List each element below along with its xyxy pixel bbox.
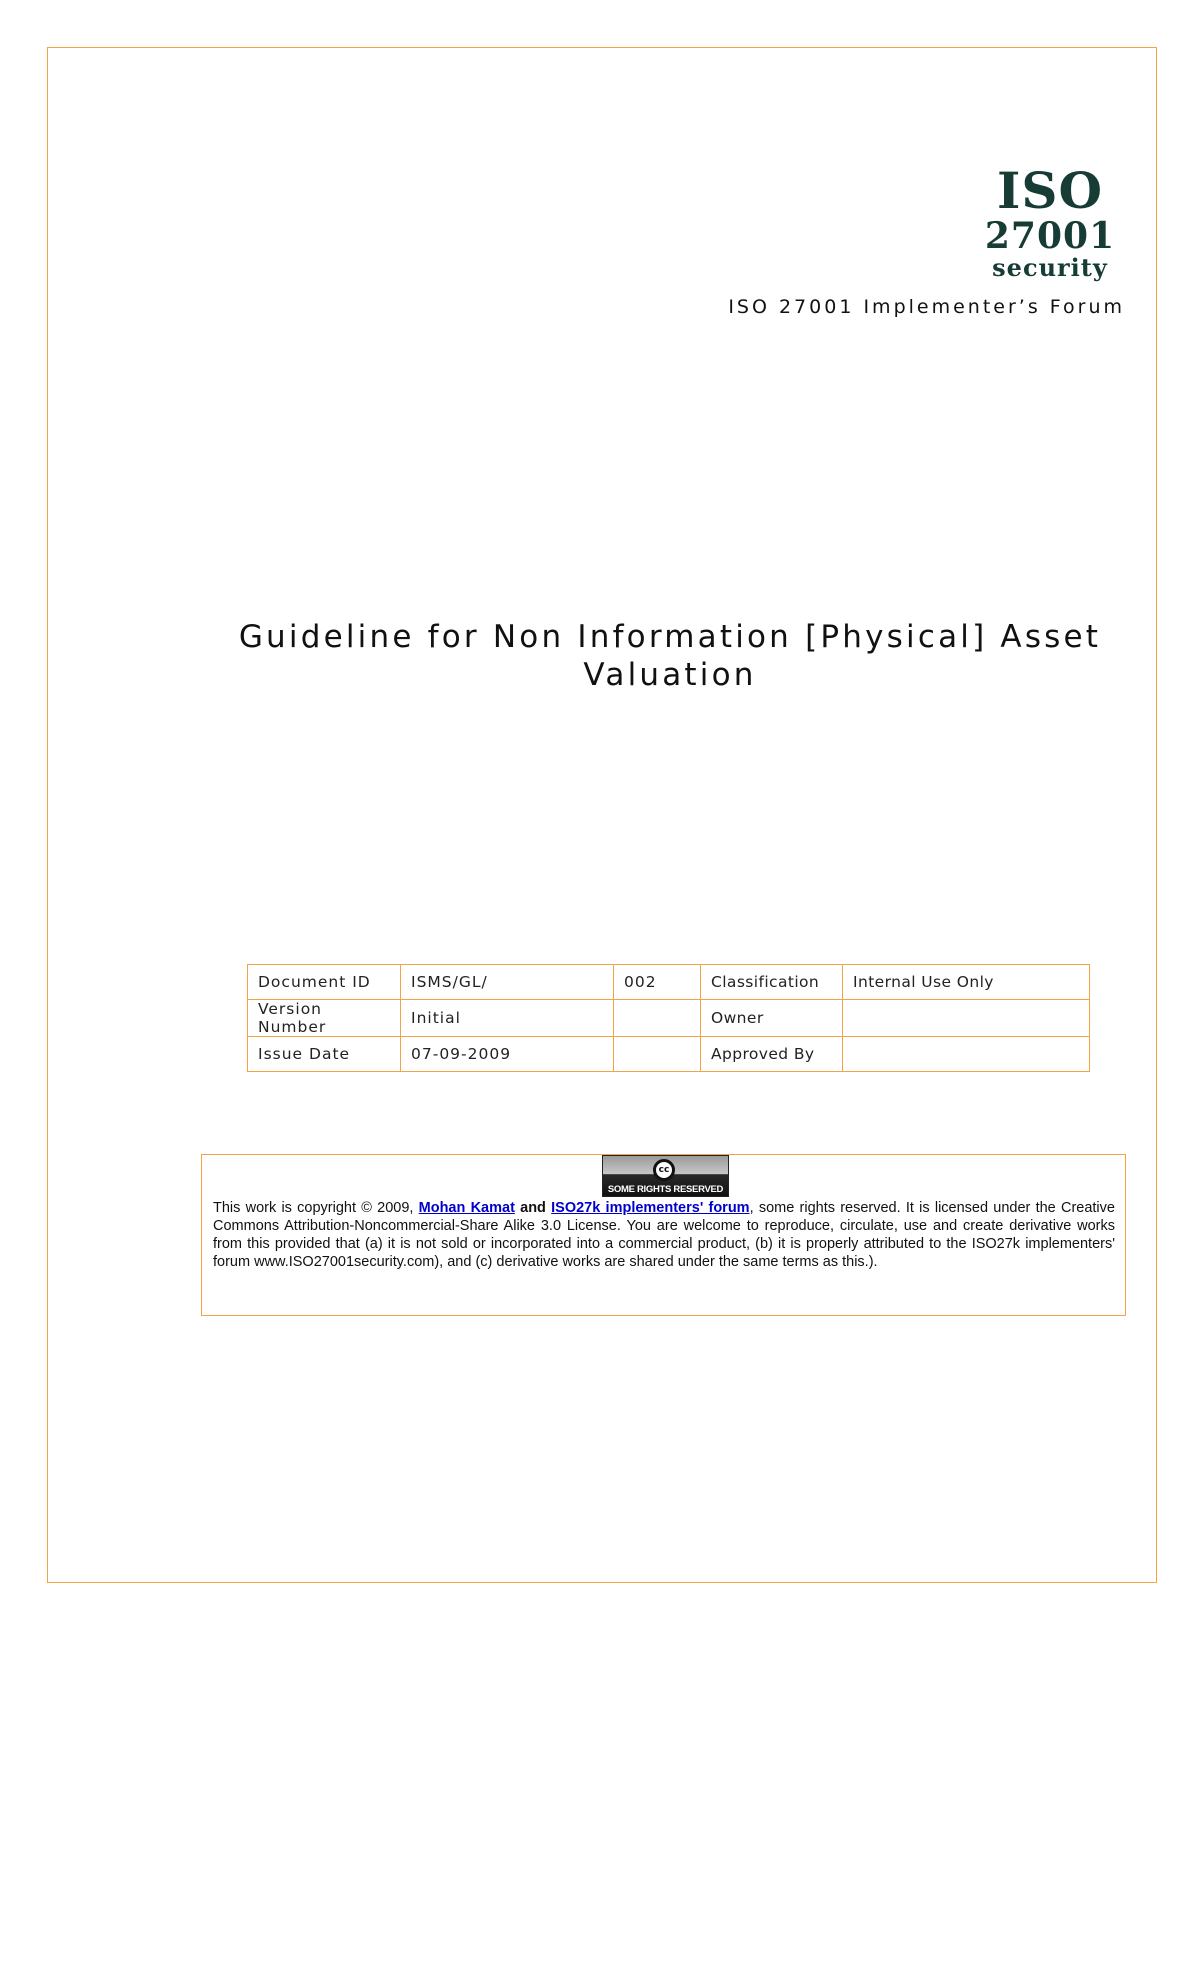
document-id-label: Document ID [248,965,401,1000]
table-row [248,1000,1090,1037]
logo-line-security: security [992,253,1108,282]
classification-label: Classification [701,965,843,1000]
document-id-number: 002 [614,965,701,1000]
license-text [213,1199,1115,1271]
cc-icon[interactable] [602,1155,729,1197]
iso-27001-security-logo [970,161,1130,282]
logo-line-27001: 27001 [984,215,1116,257]
classification-value: Internal Use Only [843,965,1090,1000]
version-number-value: Initial [401,1000,614,1037]
license-text-terms: , some rights reserved. It is licensed under the Creative Commons Attribution-Noncommercial-Share Alike 3.0 License. You are welcome to reproduce, circulate, use and create derivative works from this provided that (a) it is not sold or incorporated into a commercial product, (b) it is properly attributed to the ISO27k implementers' forum www.ISO27001security.com), and (c) derivative works are shared under the same terms as this.). [213,1200,1115,1270]
version-extra-cell [614,1000,701,1037]
cc-circle-icon: cc [653,1159,675,1181]
license-text-intro: This work is copyright © 2009, [213,1200,419,1216]
logo-line-iso: ISO [996,161,1104,220]
version-number-label: Version Number [248,1000,401,1037]
forum-link[interactable]: ISO27k implementers' forum [551,1200,750,1216]
forum-title: ISO 27001 Implementer’s Forum [728,296,1125,318]
table-row [248,1037,1090,1072]
license-notice [201,1154,1126,1316]
owner-value [843,1000,1090,1037]
approved-by-label: Approved By [701,1037,843,1072]
cc-badge-text: SOME RIGHTS RESERVED [607,1184,724,1195]
table-row [248,965,1090,1000]
issue-date-label: Issue Date [248,1037,401,1072]
author-link[interactable]: Mohan Kamat [418,1200,515,1216]
document-meta-table [247,964,1090,1072]
document-title: Guideline for Non Information [Physical] Asset Valuation [238,619,1102,693]
license-text-and: and [514,1200,552,1216]
owner-label: Owner [701,1000,843,1037]
issue-date-value: 07-09-2009 [401,1037,614,1072]
document-id-value: ISMS/GL/ [401,965,614,1000]
approved-by-value [843,1037,1090,1072]
issue-extra-cell [614,1037,701,1072]
